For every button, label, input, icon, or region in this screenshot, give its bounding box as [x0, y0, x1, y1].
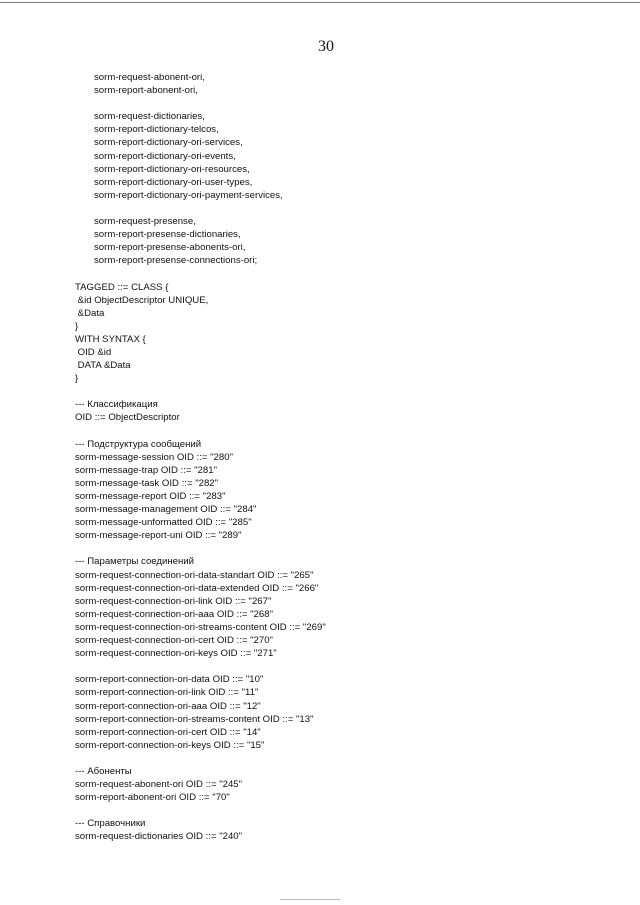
code-line: sorm-report-dictionary-ori-resources, [94, 163, 250, 175]
code-line: sorm-report-dictionary-ori-user-types, [94, 176, 253, 188]
code-line: sorm-message-report OID ::= "283" [75, 491, 226, 502]
blank-line [75, 202, 615, 215]
code-line: sorm-message-unformatted OID ::= "285" [75, 517, 252, 529]
code-line: sorm-report-connection-ori-keys OID ::= "15" [75, 739, 265, 751]
blank-line [75, 425, 615, 438]
code-line: sorm-report-dictionary-ori-events, [94, 150, 236, 162]
code-line: sorm-request-connection-ori-cert OID ::= "270" [75, 635, 273, 647]
code-line: OID &id [75, 346, 112, 358]
code-line: sorm-report-connection-ori-link OID ::= "11" [75, 687, 259, 699]
code-line: sorm-report-presense-connections-ori; [94, 255, 258, 267]
blank-line [75, 804, 615, 817]
code-line: sorm-report-abonent-ori OID ::= "70" [75, 792, 230, 804]
code-line: sorm-message-trap OID ::= "281" [75, 464, 217, 476]
code-line: sorm-report-connection-ori-data OID ::= "10" [75, 674, 264, 686]
code-line: sorm-report-connection-ori-cert OID ::= "14" [75, 726, 261, 738]
code-line: sorm-message-task OID ::= "282" [75, 477, 219, 489]
code-line: OID ::= ObjectDescriptor [75, 412, 180, 424]
code-line: sorm-report-abonent-ori, [94, 85, 198, 97]
code-line: sorm-report-presense-abonents-ori, [94, 242, 246, 254]
page-number: 30 [318, 38, 334, 55]
code-line: TAGGED ::= CLASS { [75, 281, 169, 293]
code-line: &Data [75, 307, 105, 319]
code-line: } [75, 320, 79, 332]
section-comment: --- Абоненты [75, 765, 132, 777]
section-comment: --- Справочники [75, 818, 146, 830]
blank-line [75, 267, 615, 280]
blank-line [75, 542, 615, 555]
blank-line [75, 97, 615, 110]
blank-line [75, 385, 615, 398]
code-line: sorm-request-dictionaries OID ::= "240" [75, 831, 243, 843]
code-line: WITH SYNTAX { [75, 333, 146, 345]
code-line: sorm-request-dictionaries, [94, 111, 205, 123]
blank-line [75, 660, 615, 673]
code-line: DATA &Data [75, 360, 131, 372]
code-line: sorm-message-session OID ::= "280" [75, 451, 233, 463]
code-line: sorm-request-connection-ori-keys OID ::= "271" [75, 648, 277, 660]
code-line: sorm-report-connection-ori-streams-content OID ::= "13" [75, 713, 314, 725]
code-line: } [75, 373, 79, 385]
code-line: sorm-report-dictionary-ori-services, [94, 137, 243, 149]
section-comment: --- Классификация [75, 399, 158, 411]
code-line: sorm-request-presense, [94, 216, 196, 228]
top-scan-border [0, 2, 640, 3]
code-line: sorm-message-management OID ::= "284" [75, 504, 257, 516]
code-line: sorm-request-abonent-ori, [94, 72, 205, 83]
code-line: sorm-report-connection-ori-aaa OID ::= "12" [75, 700, 261, 712]
section-comment: --- Подструктура сообщений [75, 438, 202, 450]
code-line: sorm-request-connection-ori-data-standart OID ::= "265" [75, 569, 314, 581]
code-line: sorm-report-dictionary-ori-payment-services, [94, 189, 283, 201]
code-listing [75, 71, 615, 844]
code-line: sorm-message-report-uni OID ::= "289" [75, 530, 242, 542]
code-line: sorm-request-abonent-ori OID ::= "245" [75, 779, 243, 791]
code-line: sorm-report-dictionary-telcos, [94, 124, 219, 136]
section-comment: --- Параметры соединений [75, 556, 195, 568]
code-line: sorm-request-connection-ori-link OID ::= "267" [75, 595, 272, 607]
code-line: &id ObjectDescriptor UNIQUE, [75, 294, 209, 306]
bottom-scan-mark [280, 899, 340, 900]
code-line: sorm-request-connection-ori-data-extended OID ::= "266" [75, 582, 319, 594]
blank-line [75, 752, 615, 765]
code-line: sorm-request-connection-ori-streams-content OID ::= "269" [75, 621, 326, 633]
code-line: sorm-request-connection-ori-aaa OID ::= "268" [75, 608, 273, 620]
code-line: sorm-report-presense-dictionaries, [94, 229, 241, 241]
